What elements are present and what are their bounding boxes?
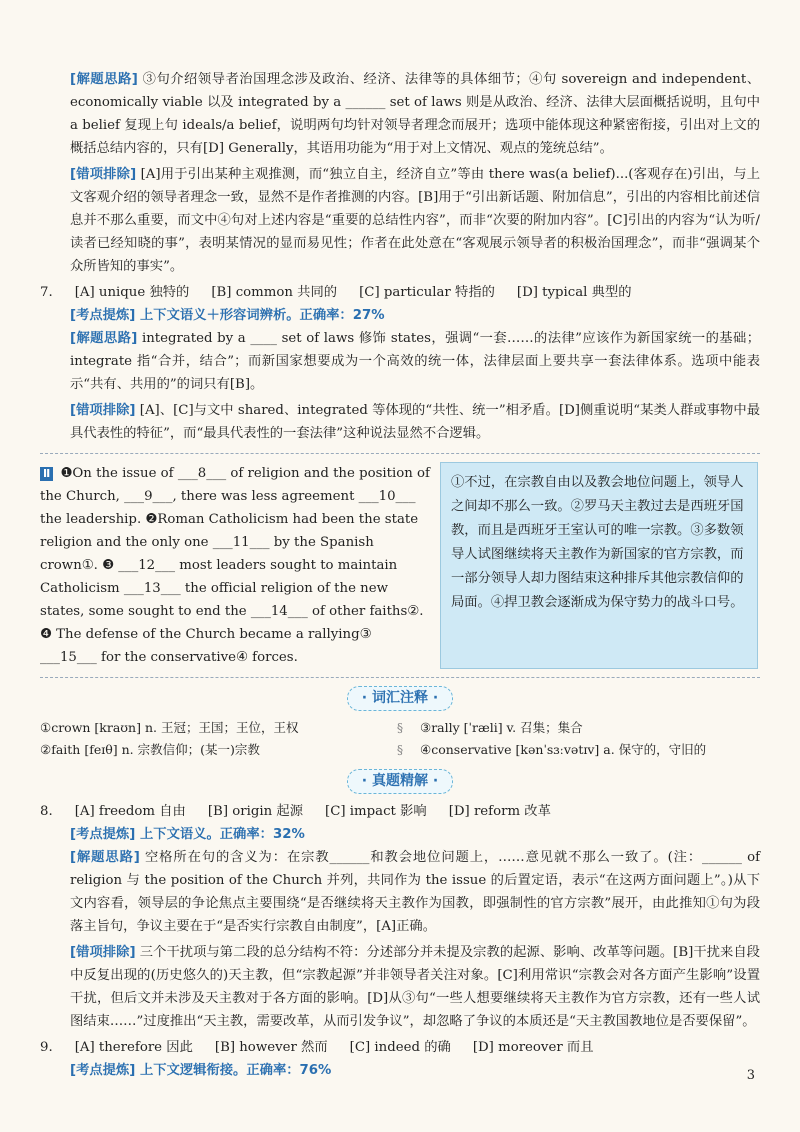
q9-options: 9. [A] therefore 因此 [B] however 然而 [C] indeed 的确 [D] moreover 而且: [40, 1040, 594, 1055]
page-number: 3: [746, 1068, 755, 1083]
vocab-banner: · 词汇注释 ·: [40, 686, 760, 711]
q8-elimination: [错项排除] 三个干扰项与第二段的总分结构不符：分述部分并未提及宗教的起源、影响、改革等问题。[B]干扰来自段中反复出现的(历史悠久的)天主教，但“宗教起源”并非领导者关注对象。[C]利用常识“宗教会对各方面产生影响”设置干扰，但后文并未涉及天主教对于各方面的影响。[D]从③句“一些人想要继续将天主教作为官方宗教，还有一些人试图结束……”过度推出“天主教，需要改革，从而引发争议”，却忽略了争议的本质还是“天主教国教地位是否要保留”。: [70, 945, 760, 1029]
q9-point: [考点提炼] 上下文逻辑衔接。正确率：76%: [70, 1063, 332, 1078]
q7-point: [考点提炼] 上下文语义＋形容词辨析。正确率：27%: [70, 308, 385, 323]
passage-translation: ①不过，在宗教自由以及教会地位问题上，领导人之间却不那么一致。②罗马天主教过去是西班牙国教，而且是西班牙王室认可的唯一宗教。③多数领导人试图继续将天主教作为新国家的官方宗教，而一部分领导人却力图结束这种排斥其他宗教信仰的局面。④捍卫教会逐渐成为保守势力的战斗口号。: [440, 462, 758, 669]
passage-english: Ⅱ ❶On the issue of ___8___ of religion and the position of the Church, ___9___, there was less agreement ___10___ the leadership. ❷Roman Catholicism had been the state religion and the only one ___11___ by the Spanish crown①. ❸ ___12___ most leaders sought to maintain Catholicism ___13___ the official religion of the new states, some sought to end the ___14___ of other faiths②. ❹ The defense of the Church became a rallying③ ___15___ for the conservative④ forces.: [40, 466, 430, 665]
vocab-notes: ①crown [kraʊn] n. 王冠；王国；王位，王权 ②faith [feɪθ] n. 宗教信仰；(某一)宗教 § § ③rally [ˈræli] v. 召集；集合 ④conservative [kənˈsɜːvətɪv] a. 保守的，守旧的: [40, 717, 760, 761]
q8-options: 8. [A] freedom 自由 [B] origin 起源 [C] impact 影响 [D] reform 改革: [40, 804, 551, 819]
q7-elimination: [错项排除] [A]、[C]与文中 shared、integrated 等体现的“共性、统一”相矛盾。[D]侧重说明“某类人群或事物中最具代表性的特征”，而“最具代表性的一套法律”这种说法显然不合逻辑。: [70, 403, 761, 441]
real-exam-banner: · 真题精解 ·: [40, 769, 760, 794]
q8-point: [考点提炼] 上下文语义。正确率：32%: [70, 827, 305, 842]
page-content: [40, 68, 760, 1082]
divider: [40, 677, 760, 678]
chain-icon: § §: [396, 720, 404, 757]
section-marker: Ⅱ: [40, 467, 53, 481]
divider: [40, 453, 760, 454]
q6-elimination: [错项排除] [A]用于引出某种主观推测，而“独立自主，经济自立”等由 there was(a belief)...(客观存在)引出，与上文客观介绍的领导者理念一致，显然不是作者推测的内容。[B]用于“引出新话题、附加信息”，引出的内容相比前述信息并不那么重要，而文中④句对上述内容是“重要的总结性内容”，而非“次要的附加内容”。[C]引出的内容为“认为听/读者已经知晓的事”，表明某情况的显而易见性；作者在此处意在“客观展示领导者的积极治国理念”，而非“强调某个众所皆知的事实”。: [70, 167, 761, 274]
q8-analysis: [解题思路] 空格所在句的含义为：在宗教______和教会地位问题上，……意见就不那么一致了。(注：______ of religion 与 the position of the Church 并列，共同作为 the issue 的后置定语，表示“在这两方面问题上”。)从下文内容看，领导层的争论焦点主要围绕“是否继续将天主教作为国教，即强制性的官方宗教”展开，由此推知①句为段落主旨句，争议主要在于“是否实行宗教自由制度”，[A]正确。: [70, 850, 761, 934]
q7-options: 7. [A] unique 独特的 [B] common 共同的 [C] particular 特指的 [D] typical 典型的: [40, 285, 632, 300]
passage-block: [40, 462, 760, 669]
q6-analysis: [解题思路] ③句介绍领导者治国理念涉及政治、经济、法律等的具体细节；④句 sovereign and independent、economically viable 以及 integrated by a ______ set of laws 则是从政治、经济、法律大层面概括说明，且句中 a belief 复现上句 ideals/a belief，说明两句均针对领导者理念而展开；选项中能体现这种紧密衔接，引出对上文的概括总结内容的，只有[D] Generally，其语用功能为“用于对上文情况、观点的笼统总结”。: [70, 72, 760, 156]
q7-analysis: [解题思路] integrated by a ____ set of laws 修饰 states，强调“一套……的法律”应该作为新国家统一的基础；integrate 指“合并，结合”；而新国家想要成为一个高效的统一体，法律层面上要共享一套法律体系。选项中能表示“共有、共用的”的词只有[B]。: [70, 331, 761, 392]
